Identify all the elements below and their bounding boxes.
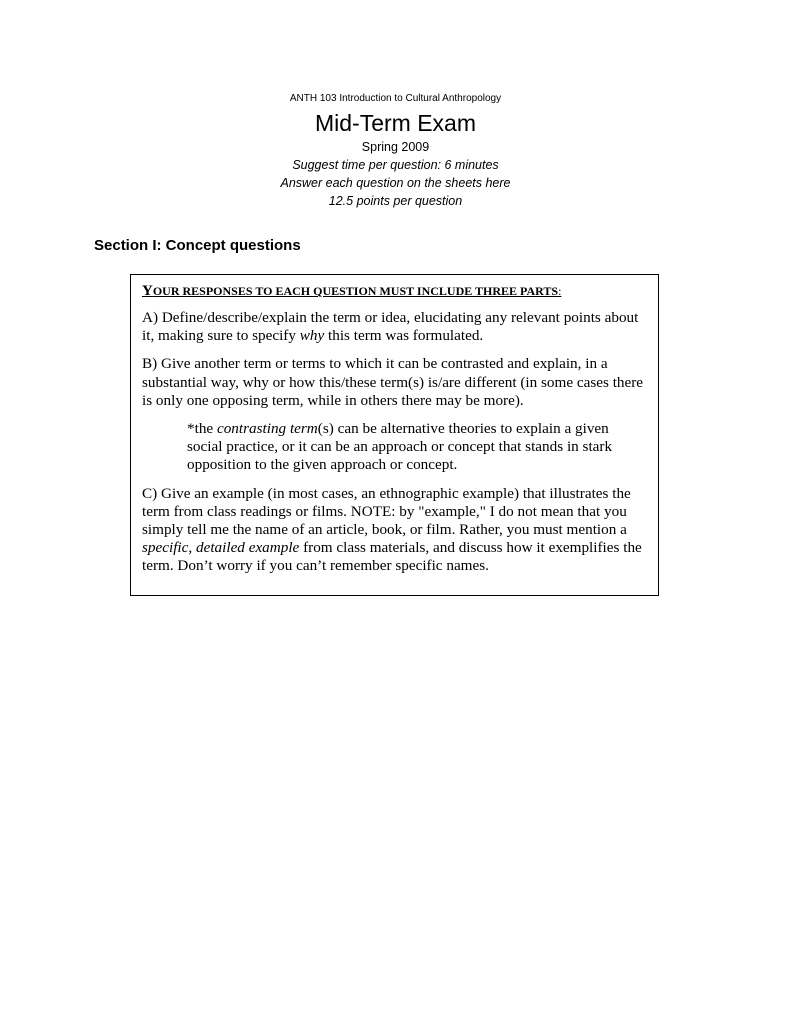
time-note: Suggest time per question: 6 minutes (292, 158, 499, 172)
section-heading: Section I: Concept questions (94, 237, 301, 254)
part-a-emphasis: why (299, 327, 325, 345)
course-name: ANTH 103 Introduction to Cultural Anthropology (289, 93, 502, 104)
exam-term: Spring 2009 (361, 140, 430, 154)
note-text-2: (s) can be alternative theories to explain a given social practice, or it can be an approach or concept that stands in stark opposition to the given approach or concept. (187, 420, 613, 474)
note-text-1: *the (187, 420, 217, 438)
instructions-heading-colon: : (558, 284, 562, 298)
part-c-text-1: C) Give an example (in most cases, an ethnographic example) that illustrates the term from class readings or films. NOTE: by "example," I do not mean that you simply tell me the name of an article, book, or film. Rather, you must mention a (142, 484, 631, 539)
part-c-text-2: from class materials, and discuss how it exemplifies the term. Don’t worry if you can’t remember specific names. (142, 539, 642, 575)
instructions-heading-initial: Y (142, 283, 153, 299)
instructions-box (130, 274, 659, 596)
contrasting-term-note (187, 420, 647, 475)
note-emphasis: contrasting term (216, 420, 318, 438)
instructions-heading-text: OUR RESPONSES TO EACH QUESTION MUST INCLUDE THREE PARTS (152, 284, 559, 298)
part-a-text-1: A) Define/describe/explain the term or idea, elucidating any relevant points about it, making sure to specify (142, 309, 639, 345)
part-c-emphasis: specific, detailed example (142, 539, 300, 557)
points-note: 12.5 points per question (328, 194, 463, 208)
part-c (142, 485, 647, 576)
instructions-heading (142, 282, 647, 300)
part-a-text-2: this term was formulated. (324, 327, 484, 345)
part-b: B) Give another term or terms to which it can be contrasted and explain, in a substantial way, why or how this/these term(s) is/are different (in some cases there is only one opposing term, while in others there may be more). (142, 355, 644, 409)
page-title: Mid-Term Exam (314, 110, 476, 136)
answer-note: Answer each question on the sheets here (280, 176, 511, 190)
part-a (142, 309, 647, 345)
exam-header (0, 92, 791, 210)
